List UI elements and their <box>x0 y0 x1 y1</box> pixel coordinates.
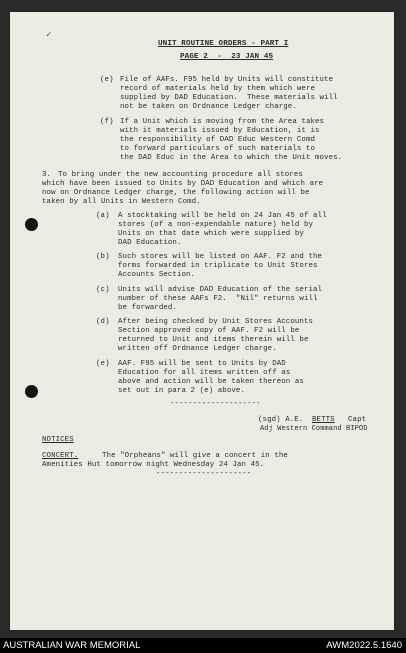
concert-text: The "Orpheans" will give a concert in the <box>102 452 288 460</box>
orders-title: UNIT ROUTINE ORDERS - PART I <box>158 40 289 48</box>
page-date: PAGE 2 - 23 JAN 45 <box>180 53 274 61</box>
sub-d-label: (d) <box>96 318 110 326</box>
sub-e-label: (e) <box>96 360 110 368</box>
sub-e-line: above and action will be taken thereon as <box>118 378 304 386</box>
document-page <box>10 12 394 630</box>
separator-rule: -------------------- <box>170 400 261 408</box>
para-3-line: To bring under the new accounting procedure all stores <box>58 171 303 179</box>
sub-a-line: A stocktaking will be held on 24 Jan 45 of all <box>118 212 327 220</box>
para-e-line: record of materials held by them which were <box>120 85 316 93</box>
sub-b-line: Such stores will be listed on AAF. F2 and the <box>118 253 323 261</box>
sub-c-line: be forwarded. <box>118 304 177 312</box>
signature-name: BETTS <box>312 416 335 424</box>
para-f-line: the DAD Educ in the Area to which the Unit moves. <box>120 154 343 162</box>
sub-d-line: Section approved copy of AAF. F2 will be <box>118 327 300 335</box>
punch-hole <box>25 385 38 398</box>
sub-e-line: AAF. F95 will be sent to Units by DAD <box>118 360 286 368</box>
footer-bar <box>0 638 406 653</box>
signature-rank: Capt <box>348 416 367 424</box>
para-3-line: which have been issued to Units by DAD Education and which are <box>42 180 324 188</box>
para-3-line: now on Ordnance Ledger charge, the following action will be <box>42 189 310 197</box>
sub-a-label: (a) <box>96 212 110 220</box>
para-e-line: supplied by DAD Education. These materials will <box>120 94 338 102</box>
pencil-mark: ✓ <box>46 30 52 40</box>
sub-c-line: Units will advise DAD Education of the serial <box>118 286 323 294</box>
concert-label: CONCERT. <box>42 452 79 460</box>
footer-accession-number: AWM2022.5.1640 <box>326 640 402 651</box>
sub-a-line: Units on that date which were supplied by <box>118 230 304 238</box>
para-f-line: the responsibility of DAD Educ Western Comd <box>120 136 316 144</box>
para-e-line: not be taken on Ordnance Ledger charge. <box>120 103 297 111</box>
para-3-label: 3. <box>42 171 52 179</box>
sub-b-label: (b) <box>96 253 110 261</box>
signature-role: Adj Western Command BIPOD <box>260 425 368 433</box>
para-f-label: (f) <box>100 118 114 126</box>
sub-e-line: Education for all items written off as <box>118 369 291 377</box>
sub-c-label: (c) <box>96 286 110 294</box>
sub-d-line: returned to Unit and items therein will be <box>118 336 309 344</box>
separator-rule: --------------------- <box>156 470 252 478</box>
para-e-label: (e) <box>100 76 114 84</box>
sub-c-line: number of these AAFs F2. "Nil" returns will <box>118 295 318 303</box>
concert-text: Amenities Hut tomorrow night Wednesday 24 Jan 45. <box>42 461 265 469</box>
signature-sgd: (sgd) A.E. <box>258 416 304 424</box>
sub-d-line: After being checked by Unit Stores Accounts <box>118 318 314 326</box>
sub-d-line: written off Ordnance Ledger charge. <box>118 345 277 353</box>
para-e-line: File of AAFs. F95 held by Units will constitute <box>120 76 334 84</box>
sub-e-line: set out in para 2 (e) above. <box>118 387 245 395</box>
punch-hole <box>25 218 38 231</box>
para-f-line: with it materials issued by Education, it is <box>120 127 320 135</box>
sub-b-line: Accounts Section. <box>118 271 196 279</box>
para-f-line: If a Unit which is moving from the Area takes <box>120 118 325 126</box>
footer-institution: AUSTRALIAN WAR MEMORIAL <box>3 640 141 651</box>
sub-a-line: DAD Education. <box>118 239 182 247</box>
sub-a-line: stores (of a non-expendable nature) held by <box>118 221 314 229</box>
sub-b-line: forms forwarded in triplicate to Unit Stores <box>118 262 318 270</box>
para-f-line: to forward particulars of such materials to <box>120 145 316 153</box>
notices-heading: NOTICES <box>42 436 74 444</box>
para-3-line: taken by all Units in Western Comd. <box>42 198 201 206</box>
